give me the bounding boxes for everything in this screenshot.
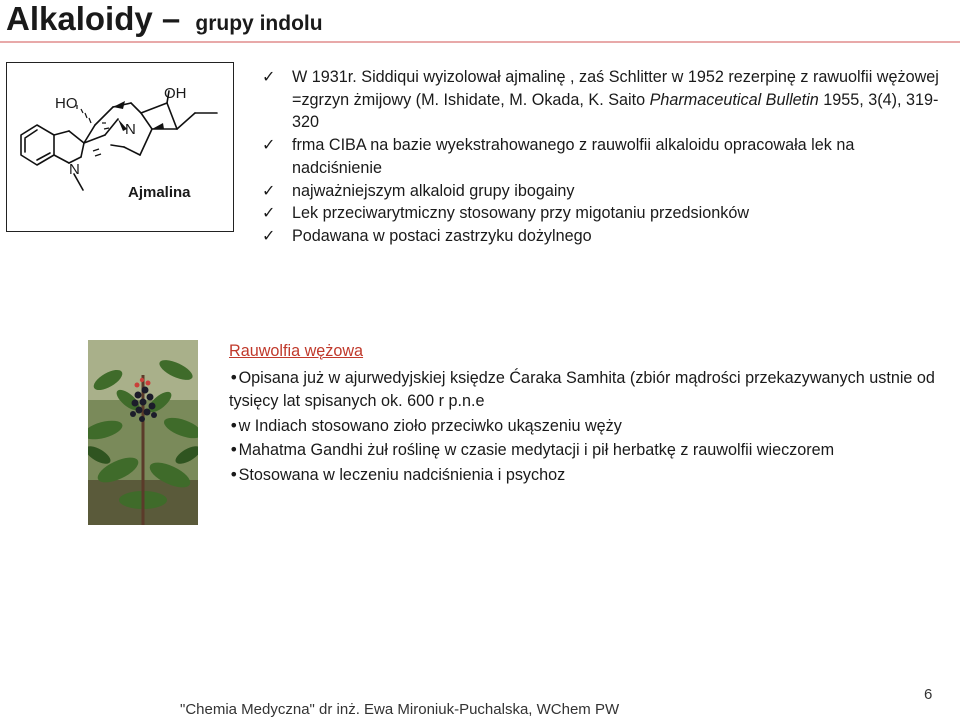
checkmark-icon: ✓ bbox=[262, 203, 276, 223]
list-item: •Stosowana w leczeniu nadciśnienia i psychoz bbox=[229, 464, 566, 484]
rauwolfia-bullets bbox=[229, 366, 949, 487]
title-divider bbox=[0, 41, 960, 43]
list-item: ✓ W 1931r. Siddiqui wyizolował ajmalinę , zaś Schlitter w 1952 rezerpinę z rawuolfii wężowej =zgrzyn żmijowy (M. Ishidate, M. Okada, K. Saito Pharmaceutical Bulletin 1955, 3(4), 319-320 bbox=[262, 67, 939, 132]
bullet-icon: • bbox=[229, 368, 239, 387]
checkmark-icon: ✓ bbox=[262, 225, 276, 245]
list-item: ✓ najważniejszym alkaloid grupy ibogainy bbox=[262, 180, 942, 203]
ajmaline-structure bbox=[6, 62, 234, 232]
list-item: •Opisana już w ajurwedyjskiej księdze Ćaraka Samhita (zbiór mądrości przekazywanych ustnie od tysięcy lat spisanych ok. 600 r p.n.e bbox=[229, 368, 935, 411]
checkmark-icon: ✓ bbox=[262, 135, 276, 155]
list-item: ✓ Podawana w postaci zastrzyku dożylnego bbox=[262, 225, 942, 248]
rauwolfia-section bbox=[229, 340, 949, 487]
nitrogen-bottom-label: N bbox=[69, 161, 80, 178]
compound-name: Ajmalina bbox=[128, 184, 191, 201]
oh-label: OH bbox=[164, 85, 187, 102]
slide-title-main: Alkaloidy – bbox=[6, 0, 190, 37]
page-number: 6 bbox=[924, 686, 933, 703]
checkmark-icon: ✓ bbox=[262, 180, 276, 200]
bullet-icon: • bbox=[229, 415, 239, 435]
rauwolfia-heading: Rauwolfia wężowa bbox=[229, 342, 364, 360]
bullet-icon: • bbox=[229, 440, 239, 460]
list-item: •w Indiach stosowano zioło przeciwko ukąszeniu węży bbox=[229, 415, 622, 435]
slide-title bbox=[6, 0, 323, 38]
rauwolfia-plant-photo bbox=[88, 340, 198, 525]
checkmark-icon: ✓ bbox=[262, 67, 276, 86]
slide-footer: "Chemia Medyczna" dr inż. Ewa Mironiuk-Puchalska, WChem PW bbox=[180, 701, 620, 718]
list-item: •Mahatma Gandhi żuł roślinę w czasie medytacji i pił herbatkę z rauwolfii wieczorem bbox=[229, 440, 835, 460]
slide-title-sub: grupy indolu bbox=[195, 12, 323, 35]
ho-label: HO bbox=[55, 95, 78, 112]
ajmaline-skeletal-formula bbox=[7, 63, 235, 233]
list-item: ✓ frma CIBA na bazie wyekstrahowanego z rauwolfii alkaloidu opracowała lek na nadciśnienie bbox=[262, 135, 855, 177]
ajmaline-facts-list bbox=[262, 66, 942, 248]
bullet-icon: • bbox=[229, 464, 239, 484]
nitrogen-top-label: N bbox=[125, 121, 136, 138]
list-item: ✓ Lek przeciwarytmiczny stosowany przy migotaniu przedsionków bbox=[262, 202, 942, 225]
